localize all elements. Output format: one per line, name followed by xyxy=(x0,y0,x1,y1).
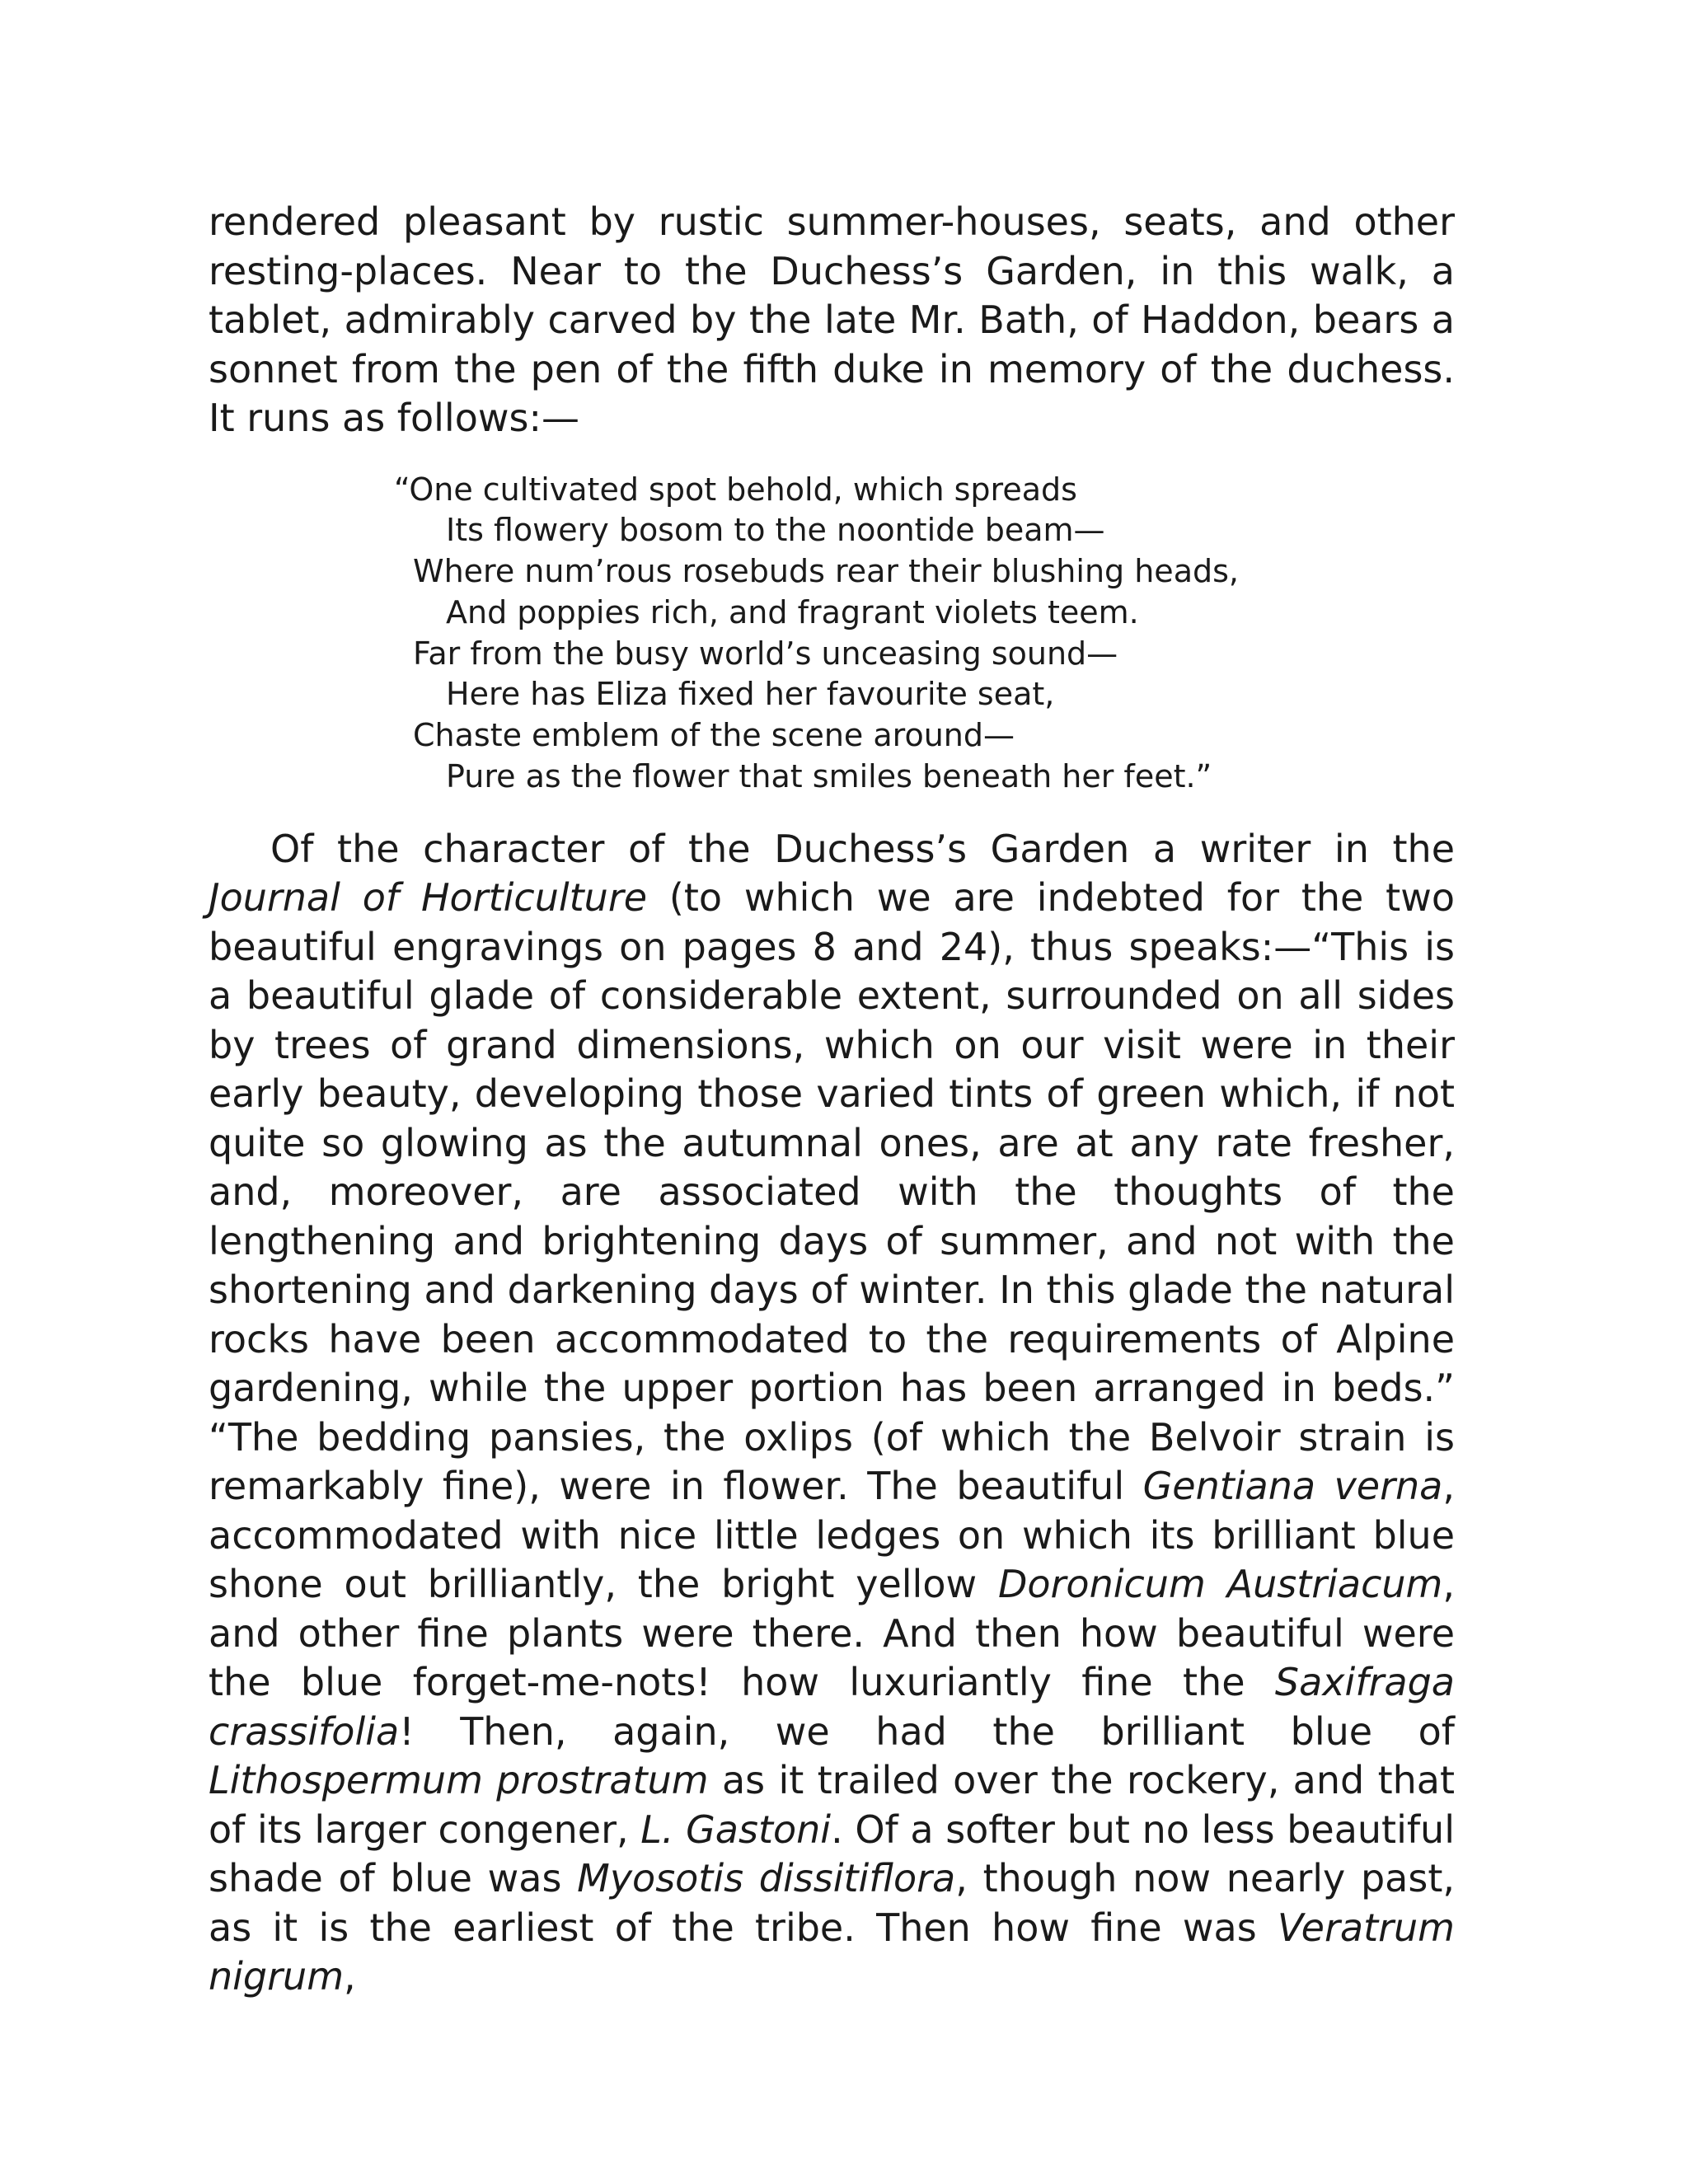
text-run: , though now nearly past, as it is the earliest of the tribe. Then how fine was xyxy=(209,1856,1455,1950)
paragraph-garden-description xyxy=(209,825,1455,2002)
italic-run: L. Gastoni xyxy=(640,1807,832,1852)
text-run: ! Then, again, we had the brilliant blue of xyxy=(399,1708,1455,1754)
poem-line: Pure as the flower that smiles beneath her feet.” xyxy=(446,758,1212,795)
poem-line: Here has Eliza fixed her favourite seat, xyxy=(446,676,1055,713)
poem-line: Far from the busy world’s unceasing sound— xyxy=(413,635,1118,672)
text-run: , and other fine plants were there. And then how beautiful were the blue forget-me-nots! how luxuriantly fine the xyxy=(209,1562,1455,1705)
italic-run: Myosotis dissitiflora xyxy=(577,1856,956,1901)
text-run: . Of a softer but no less beautiful shade of blue was xyxy=(209,1807,1455,1901)
poem-line: Its flowery bosom to the noontide beam— xyxy=(446,512,1105,549)
text-run: , xyxy=(344,1954,356,1999)
poem-line: Chaste emblem of the scene around— xyxy=(413,717,1015,754)
text-run: Of the character of the Duchess’s Garden a writer in the xyxy=(270,826,1455,871)
poem-line: Where num’rous rosebuds rear their blushing heads, xyxy=(413,553,1239,590)
text-body xyxy=(209,198,1455,2002)
italic-run: Veratrum nigrum xyxy=(209,1905,1455,1999)
italic-run: Journal of Horticulture xyxy=(209,875,648,921)
poem-line: “One cultivated spot behold, which spreads xyxy=(394,471,1077,508)
italic-run: Lithospermum prostratum xyxy=(209,1758,709,1803)
italic-run: Saxifraga crassifolia xyxy=(209,1660,1455,1754)
text-run: , accommodated with nice little ledges on which its brilliant blue shone out brilliantly, the bright yellow xyxy=(209,1464,1455,1607)
text-run: (to which we are indebted for the two beautiful engravings on pages 8 and 24), thus speaks:—“This is a beautiful glade of considerable extent, surrounded on all sides by trees of grand dimensions, which on our visit were in their early beauty, developing those varied tints of green which, if not quite so glowing as the autumnal ones, are at any rate fresher, and, moreover, are associated with the thoughts of the lengthening and brightening days of summer, and not with the shortening and darkening days of winter. In this glade the natural rocks have been accommodated to the requirements of Alpine gardening, while the upper portion has been arranged in beds.” “The bedding pansies, the oxlips (of which the Belvoir strain is remarkably fine), were in flower. The beautiful xyxy=(209,875,1455,1509)
poem-line: And poppies rich, and fragrant violets teem. xyxy=(446,593,1139,630)
sonnet xyxy=(209,443,1455,825)
italic-run: Gentiana verna xyxy=(1142,1464,1443,1509)
text-run: as it trailed over the rockery, and that of its larger congener, xyxy=(209,1758,1455,1852)
paragraph-intro xyxy=(209,198,1455,443)
paragraph-intro-text: rendered pleasant by rustic summer-houses, seats, and other resting-places. Near to the Duchess’s Garden, in this walk, a tablet, admirably carved by the late Mr. Bath, of Haddon, bears a sonnet from the pen of the fifth duke in memory of the duchess. It runs as follows:— xyxy=(209,199,1455,440)
italic-run: Doronicum Austriacum xyxy=(997,1562,1443,1607)
